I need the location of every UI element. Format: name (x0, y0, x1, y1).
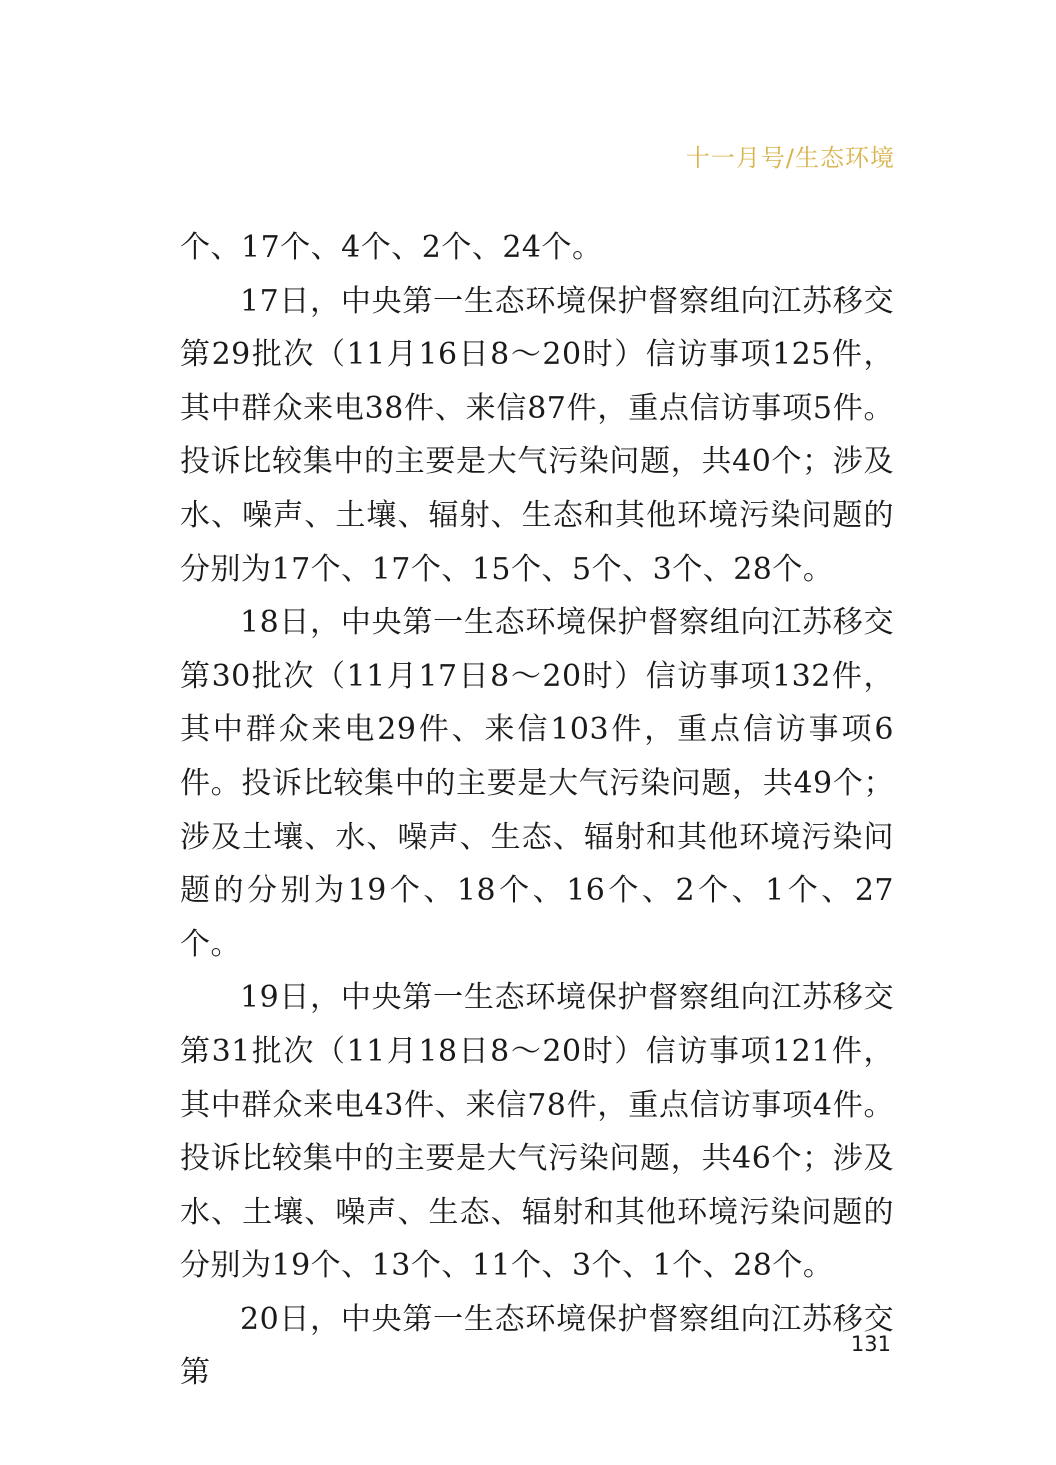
running-header: 十一月号/生态环境 (685, 144, 895, 172)
paragraph-nov-20: 20日，中央第一生态环境保护督察组向江苏移交第 (180, 1301, 894, 1391)
paragraph-nov-17: 17日，中央第一生态环境保护督察组向江苏移交第29批次（11月16日8～20时）信访事项125件，其中群众来电38件、来信87件，重点信访事项5件。投诉比较集中的主要是大气污染问题，共40个；涉及水、噪声、土壤、辐射、生态和其他环境污染问题的分别为17个、17个、15个、5个、3个、28个。 (180, 283, 894, 587)
page-number: 131 (850, 1332, 891, 1356)
paragraph-continuation: 个、17个、4个、2个、24个。 (180, 230, 603, 265)
paragraph-nov-18: 18日，中央第一生态环境保护督察组向江苏移交第30批次（11月17日8～20时）信访事项132件，其中群众来电29件、来信103件，重点信访事项6件。投诉比较集中的主要是大气污染问题，共49个；涉及土壤、水、噪声、生态、辐射和其他环境污染问题的分别为19个、18个、16个、2个、1个、27个。 (180, 605, 894, 962)
article-body (180, 221, 894, 1400)
paragraph-nov-19: 19日，中央第一生态环境保护督察组向江苏移交第31批次（11月18日8～20时）信访事项121件，其中群众来电43件、来信78件，重点信访事项4件。投诉比较集中的主要是大气污染问题，共46个；涉及水、土壤、噪声、生态、辐射和其他环境污染问题的分别为19个、13个、11个、3个、1个、28个。 (180, 980, 894, 1284)
